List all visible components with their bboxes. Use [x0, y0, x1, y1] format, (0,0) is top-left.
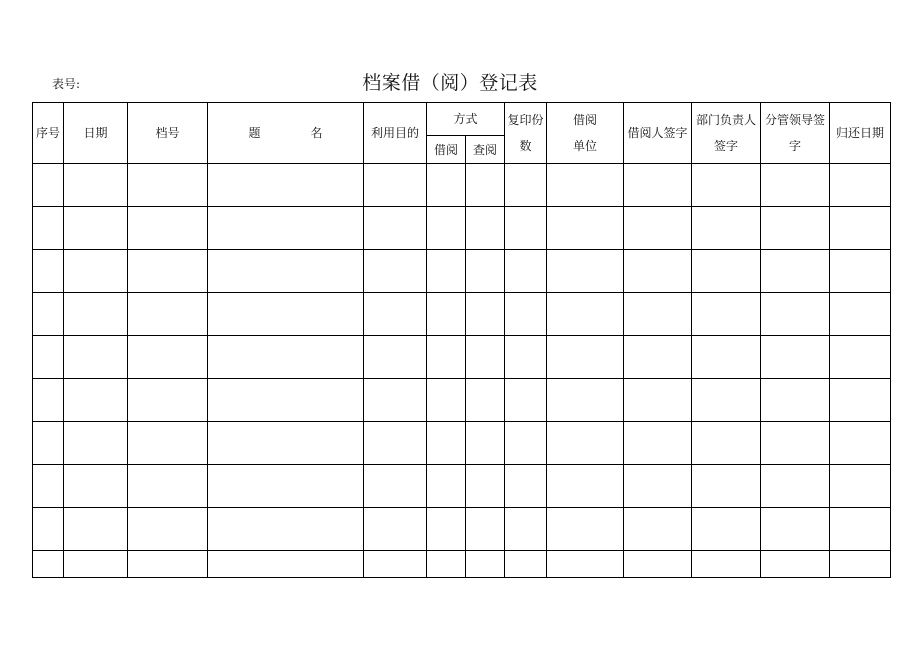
cell-dept-head [692, 164, 761, 207]
cell-leader [761, 379, 830, 422]
cell-return-date [830, 164, 891, 207]
cell-return-date [830, 293, 891, 336]
cell-borrowing-unit [547, 379, 624, 422]
cell-return-date [830, 422, 891, 465]
cell-dept-head [692, 551, 761, 578]
cell-return-date [830, 207, 891, 250]
col-header-borrowing-unit-line1: 借阅 [573, 113, 598, 127]
col-header-copies-line2: 数 [519, 139, 532, 153]
cell-method-consult [466, 422, 505, 465]
col-header-date-label: 日期 [83, 126, 108, 140]
col-header-seq [33, 103, 64, 164]
cell-purpose [364, 164, 427, 207]
col-header-leader-line2: 字 [789, 139, 802, 153]
cell-dept-head [692, 508, 761, 551]
cell-copies [505, 379, 547, 422]
cell-file-no [128, 207, 208, 250]
cell-purpose [364, 379, 427, 422]
col-header-leader [761, 103, 830, 164]
cell-method-borrow [427, 250, 466, 293]
cell-leader [761, 422, 830, 465]
cell-method-borrow [427, 164, 466, 207]
cell-subject [208, 164, 364, 207]
cell-method-consult [466, 379, 505, 422]
col-header-dept-head-line2: 签字 [714, 139, 739, 153]
cell-seq [33, 379, 64, 422]
cell-method-borrow [427, 336, 466, 379]
col-header-copies-line1: 复印份 [507, 113, 544, 127]
col-header-return-date-label: 归还日期 [836, 126, 885, 140]
cell-borrowing-unit [547, 422, 624, 465]
col-header-copies [505, 103, 547, 164]
cell-date [64, 551, 128, 578]
cell-leader [761, 551, 830, 578]
col-header-borrower-signature [624, 103, 692, 164]
cell-seq [33, 164, 64, 207]
cell-borrower-signature [624, 551, 692, 578]
cell-borrower-signature [624, 508, 692, 551]
cell-leader [761, 508, 830, 551]
cell-method-borrow [427, 293, 466, 336]
cell-dept-head [692, 379, 761, 422]
cell-copies [505, 336, 547, 379]
cell-method-borrow [427, 379, 466, 422]
cell-return-date [830, 250, 891, 293]
table-row [33, 379, 891, 422]
cell-method-consult [466, 336, 505, 379]
cell-dept-head [692, 293, 761, 336]
cell-seq [33, 508, 64, 551]
cell-seq [33, 207, 64, 250]
cell-date [64, 508, 128, 551]
cell-subject [208, 336, 364, 379]
cell-copies [505, 465, 547, 508]
cell-return-date [830, 508, 891, 551]
col-header-method-label: 方式 [453, 112, 478, 126]
cell-borrower-signature [624, 336, 692, 379]
cell-copies [505, 508, 547, 551]
cell-date [64, 422, 128, 465]
cell-dept-head [692, 422, 761, 465]
cell-file-no [128, 250, 208, 293]
col-header-subject-part2: 名 [310, 126, 323, 140]
cell-method-borrow [427, 422, 466, 465]
col-header-borrowing-unit-line2: 单位 [573, 139, 598, 153]
cell-date [64, 207, 128, 250]
cell-method-consult [466, 465, 505, 508]
cell-purpose [364, 465, 427, 508]
cell-dept-head [692, 250, 761, 293]
cell-subject [208, 422, 364, 465]
cell-date [64, 465, 128, 508]
cell-leader [761, 164, 830, 207]
cell-copies [505, 250, 547, 293]
cell-return-date [830, 465, 891, 508]
cell-purpose [364, 336, 427, 379]
cell-leader [761, 207, 830, 250]
cell-purpose [364, 207, 427, 250]
registration-table [32, 102, 891, 578]
col-header-seq-label: 序号 [35, 126, 60, 140]
cell-subject [208, 379, 364, 422]
cell-date [64, 336, 128, 379]
cell-leader [761, 336, 830, 379]
cell-borrower-signature [624, 250, 692, 293]
table-body [33, 164, 891, 578]
cell-dept-head [692, 336, 761, 379]
cell-subject [208, 551, 364, 578]
cell-file-no [128, 508, 208, 551]
cell-copies [505, 207, 547, 250]
cell-method-consult [466, 293, 505, 336]
cell-leader [761, 293, 830, 336]
cell-seq [33, 465, 64, 508]
cell-subject [208, 508, 364, 551]
col-header-subject-part1: 题 [248, 126, 261, 140]
cell-leader [761, 465, 830, 508]
cell-method-consult [466, 508, 505, 551]
cell-file-no [128, 293, 208, 336]
table-row [33, 207, 891, 250]
cell-borrowing-unit [547, 465, 624, 508]
table-row [33, 250, 891, 293]
cell-purpose [364, 508, 427, 551]
cell-borrower-signature [624, 164, 692, 207]
cell-subject [208, 465, 364, 508]
cell-borrower-signature [624, 293, 692, 336]
table-row [33, 336, 891, 379]
cell-borrowing-unit [547, 551, 624, 578]
cell-copies [505, 551, 547, 578]
col-header-borrowing-unit [547, 103, 624, 164]
cell-subject [208, 207, 364, 250]
cell-return-date [830, 336, 891, 379]
cell-date [64, 293, 128, 336]
table-row [33, 293, 891, 336]
cell-method-consult [466, 551, 505, 578]
cell-borrower-signature [624, 465, 692, 508]
table-row [33, 551, 891, 578]
cell-copies [505, 422, 547, 465]
cell-seq [33, 551, 64, 578]
cell-file-no [128, 422, 208, 465]
cell-subject [208, 250, 364, 293]
col-header-borrower-signature-label: 借阅人签字 [627, 126, 688, 140]
cell-method-consult [466, 207, 505, 250]
col-header-date [64, 103, 128, 164]
table-row [33, 508, 891, 551]
cell-copies [505, 164, 547, 207]
cell-date [64, 379, 128, 422]
cell-borrowing-unit [547, 207, 624, 250]
cell-purpose [364, 422, 427, 465]
col-header-leader-line1: 分管领导签 [765, 113, 826, 127]
cell-subject [208, 293, 364, 336]
cell-method-consult [466, 250, 505, 293]
table-row [33, 422, 891, 465]
cell-purpose [364, 551, 427, 578]
cell-dept-head [692, 207, 761, 250]
col-header-method-consult-label: 查阅 [473, 142, 498, 157]
col-header-dept-head [692, 103, 761, 164]
cell-purpose [364, 293, 427, 336]
form-number-label: 表号: [52, 77, 81, 91]
col-header-return-date [830, 103, 891, 164]
col-header-method [427, 103, 505, 136]
col-header-subject [208, 103, 364, 164]
cell-file-no [128, 164, 208, 207]
cell-return-date [830, 551, 891, 578]
cell-borrowing-unit [547, 293, 624, 336]
cell-file-no [128, 379, 208, 422]
page-title: 档案借（阅）登记表 [362, 72, 538, 94]
cell-copies [505, 293, 547, 336]
cell-file-no [128, 336, 208, 379]
cell-leader [761, 250, 830, 293]
cell-method-borrow [427, 508, 466, 551]
col-header-method-borrow [427, 136, 466, 164]
col-header-file-no-label: 档号 [155, 126, 180, 140]
col-header-purpose-label: 利用目的 [370, 126, 419, 140]
cell-method-borrow [427, 207, 466, 250]
cell-borrowing-unit [547, 508, 624, 551]
cell-seq [33, 336, 64, 379]
cell-method-borrow [427, 551, 466, 578]
cell-dept-head [692, 465, 761, 508]
cell-purpose [364, 250, 427, 293]
cell-borrowing-unit [547, 336, 624, 379]
col-header-dept-head-line1: 部门负责人 [696, 113, 757, 127]
cell-method-borrow [427, 465, 466, 508]
cell-seq [33, 293, 64, 336]
cell-borrower-signature [624, 422, 692, 465]
table-row [33, 164, 891, 207]
cell-file-no [128, 465, 208, 508]
cell-method-consult [466, 164, 505, 207]
cell-date [64, 164, 128, 207]
cell-seq [33, 422, 64, 465]
col-header-method-borrow-label: 借阅 [433, 142, 458, 157]
cell-return-date [830, 379, 891, 422]
col-header-method-consult [466, 136, 505, 164]
col-header-file-no [128, 103, 208, 164]
cell-date [64, 250, 128, 293]
cell-file-no [128, 551, 208, 578]
cell-borrowing-unit [547, 250, 624, 293]
cell-seq [33, 250, 64, 293]
cell-borrower-signature [624, 379, 692, 422]
table-row [33, 465, 891, 508]
cell-borrower-signature [624, 207, 692, 250]
col-header-purpose [364, 103, 427, 164]
cell-borrowing-unit [547, 164, 624, 207]
